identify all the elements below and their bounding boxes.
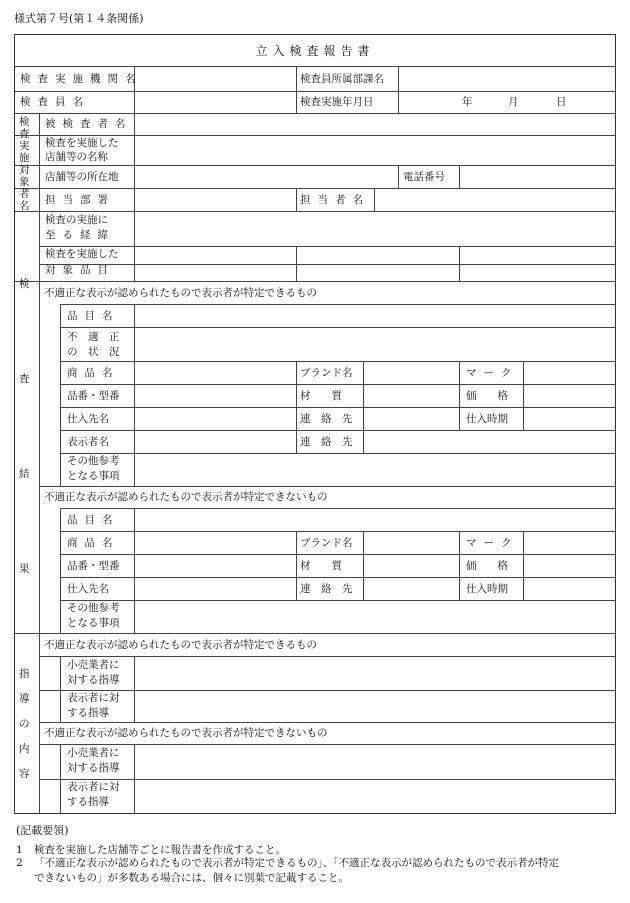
field-label: 表示者に対 [67, 692, 120, 704]
grid-line [14, 165, 616, 166]
group-label-char: 果 [19, 563, 30, 575]
field-label: その他参考 [67, 602, 120, 614]
field-label: となる事項 [67, 470, 120, 482]
grid-line [459, 165, 460, 188]
field-label: 品番・型番 [67, 390, 120, 402]
grid-line [134, 304, 135, 486]
grid-line [60, 531, 616, 532]
grid-line [39, 722, 616, 723]
field-label: 商品名 [67, 537, 120, 549]
grid-line [14, 91, 616, 92]
grid-line [39, 486, 616, 487]
field-label: 商品名 [67, 367, 120, 379]
grid-line [134, 113, 135, 211]
grid-line [60, 384, 616, 385]
field-label: 不 適 正 [67, 331, 120, 343]
field-label: ブランド名 [300, 537, 353, 549]
grid-line [296, 246, 297, 281]
field-label: 材 質 [300, 560, 342, 572]
grid-line [14, 66, 616, 67]
note-text: 「不適正な表示が認められたもので表示者が特定できるもの」、「不適正な表示が認められたもので表示者が特定 [34, 857, 559, 869]
grid-line [60, 554, 616, 555]
grid-line [523, 361, 524, 430]
notes-heading: (記載要領) [16, 824, 69, 837]
grid-line [60, 304, 61, 486]
grid-line [14, 113, 616, 114]
field-label: 検査実施年月日 [300, 96, 374, 108]
note-text: 検査を実施した店舗等ごとに報告書を作成すること。 [34, 844, 286, 856]
grid-line [296, 66, 297, 113]
field-label: 対する指導 [67, 762, 120, 774]
grid-line [39, 246, 616, 247]
section-heading: 不適正な表示が認められたもので表示者が特定できないもの [44, 727, 328, 739]
grid-line [60, 327, 616, 328]
group-label-char: 実 [19, 140, 30, 152]
grid-line [14, 188, 616, 189]
grid-line [363, 361, 364, 453]
grid-line [14, 135, 616, 136]
field-label: 仕入時期 [466, 583, 508, 595]
field-label: 担当部署 [45, 194, 115, 206]
grid-line [134, 744, 135, 814]
grid-line [296, 361, 297, 453]
group-label-char: 者 [19, 188, 30, 200]
field-label: 検査の実施に [45, 214, 108, 226]
note-2-continuation: できないもの」が多数ある場合には、個々に別葉で記載すること。 [34, 872, 349, 884]
field-label: 小売業者に [67, 659, 120, 671]
grid-line [60, 430, 616, 431]
field-label: の 状 況 [67, 346, 120, 358]
field-label: 表示者名 [67, 436, 109, 448]
group-label-char: の [19, 718, 30, 730]
field-label: 品目名 [67, 310, 120, 322]
grid-line [296, 531, 297, 600]
grid-line [60, 508, 616, 509]
date-day: 日 [556, 96, 567, 108]
grid-line [60, 361, 616, 362]
group-label-char: 施 [19, 152, 30, 164]
grid-line [459, 531, 460, 600]
field-label: 電話番号 [403, 171, 445, 183]
group-label-char: 象 [19, 176, 30, 188]
field-label: 連 絡 先 [300, 436, 353, 448]
section-heading: 不適正な表示が認められたもので表示者が特定できるもの [44, 287, 317, 299]
grid-line [14, 211, 616, 212]
grid-line [60, 407, 616, 408]
grid-line [134, 211, 135, 281]
field-label: 材 質 [300, 390, 342, 402]
field-label: 小売業者に [67, 747, 120, 759]
field-label: 検査を実施した [45, 137, 119, 149]
field-label: 価 格 [466, 390, 508, 402]
note-number: 2 [16, 857, 23, 869]
grid-line [39, 113, 40, 211]
field-label: 品番・型番 [67, 560, 120, 572]
group-label-char: 名 [19, 200, 30, 212]
grid-line [39, 656, 616, 657]
group-label-char: 対 [19, 164, 30, 176]
field-label: 仕入時期 [466, 413, 508, 425]
group-label-char: 容 [19, 768, 30, 780]
group-label-char: 導 [19, 693, 30, 705]
grid-line [459, 246, 460, 281]
grid-line [374, 188, 375, 211]
grid-line [363, 531, 364, 600]
grid-line [60, 304, 616, 305]
field-label: 検査員名 [20, 96, 90, 108]
grid-line [398, 165, 399, 188]
field-label: 価 格 [466, 560, 508, 572]
field-label: 表示者に対 [67, 781, 120, 793]
group-label-char: 検 [19, 116, 30, 128]
grid-line [459, 361, 460, 430]
field-label: 至る経緯 [45, 229, 115, 241]
grid-line [134, 656, 135, 722]
field-label: その他参考 [67, 455, 120, 467]
grid-line [14, 281, 616, 282]
field-label: 店舗等の所在地 [45, 171, 119, 183]
note-2 [16, 857, 559, 870]
date-year: 年 [462, 96, 473, 108]
field-label: 被検査者名 [45, 118, 133, 130]
section-heading: 不適正な表示が認められたもので表示者が特定できるもの [44, 639, 317, 651]
group-label-char: 検 [19, 278, 30, 290]
field-label: 検査員所属部課名 [300, 73, 384, 85]
field-label: ブランド名 [300, 367, 353, 379]
field-label: 連 絡 先 [300, 583, 353, 595]
field-label: 連 絡 先 [300, 413, 353, 425]
field-label: 対象品目 [45, 264, 115, 276]
field-label: する指導 [67, 707, 109, 719]
grid-line [60, 744, 61, 814]
form-id: 様式第７号(第１４条関係) [14, 12, 144, 25]
field-label: 店舗等の名称 [45, 151, 108, 163]
grid-line [60, 600, 616, 601]
field-label: 品目名 [67, 514, 120, 526]
grid-line [296, 188, 297, 211]
grid-line [39, 779, 616, 780]
section-heading: 不適正な表示が認められたもので表示者が特定できないもの [44, 491, 328, 503]
field-label: 検査実施機関名 [20, 73, 143, 85]
field-label: マーク [466, 367, 519, 379]
grid-line [60, 508, 61, 633]
field-label: となる事項 [67, 617, 120, 629]
group-label-char: 指 [19, 668, 30, 680]
field-label: 検査を実施した [45, 248, 119, 260]
grid-line [39, 690, 616, 691]
group-label-char: 結 [19, 468, 30, 480]
note-number: 1 [16, 844, 23, 856]
field-label: マーク [466, 537, 519, 549]
grid-line [60, 656, 61, 722]
group-label-char: 内 [19, 743, 30, 755]
grid-line [398, 66, 399, 113]
group-label-char: 査 [19, 373, 30, 385]
form-title: 立入検査報告書 [255, 44, 375, 58]
field-label: 担当者名 [300, 194, 370, 206]
grid-line [134, 508, 135, 633]
field-label: 仕入先名 [67, 583, 109, 595]
grid-line [14, 633, 616, 634]
grid-line [60, 453, 616, 454]
grid-line [39, 264, 616, 265]
grid-line [39, 744, 616, 745]
field-label: 対する指導 [67, 674, 120, 686]
group-label-char: 査 [19, 128, 30, 140]
grid-line [60, 577, 616, 578]
grid-line [523, 531, 524, 600]
field-label: 仕入先名 [67, 413, 109, 425]
date-month: 月 [508, 96, 519, 108]
field-label: する指導 [67, 796, 109, 808]
grid-line [39, 211, 40, 814]
note-1 [16, 844, 286, 857]
